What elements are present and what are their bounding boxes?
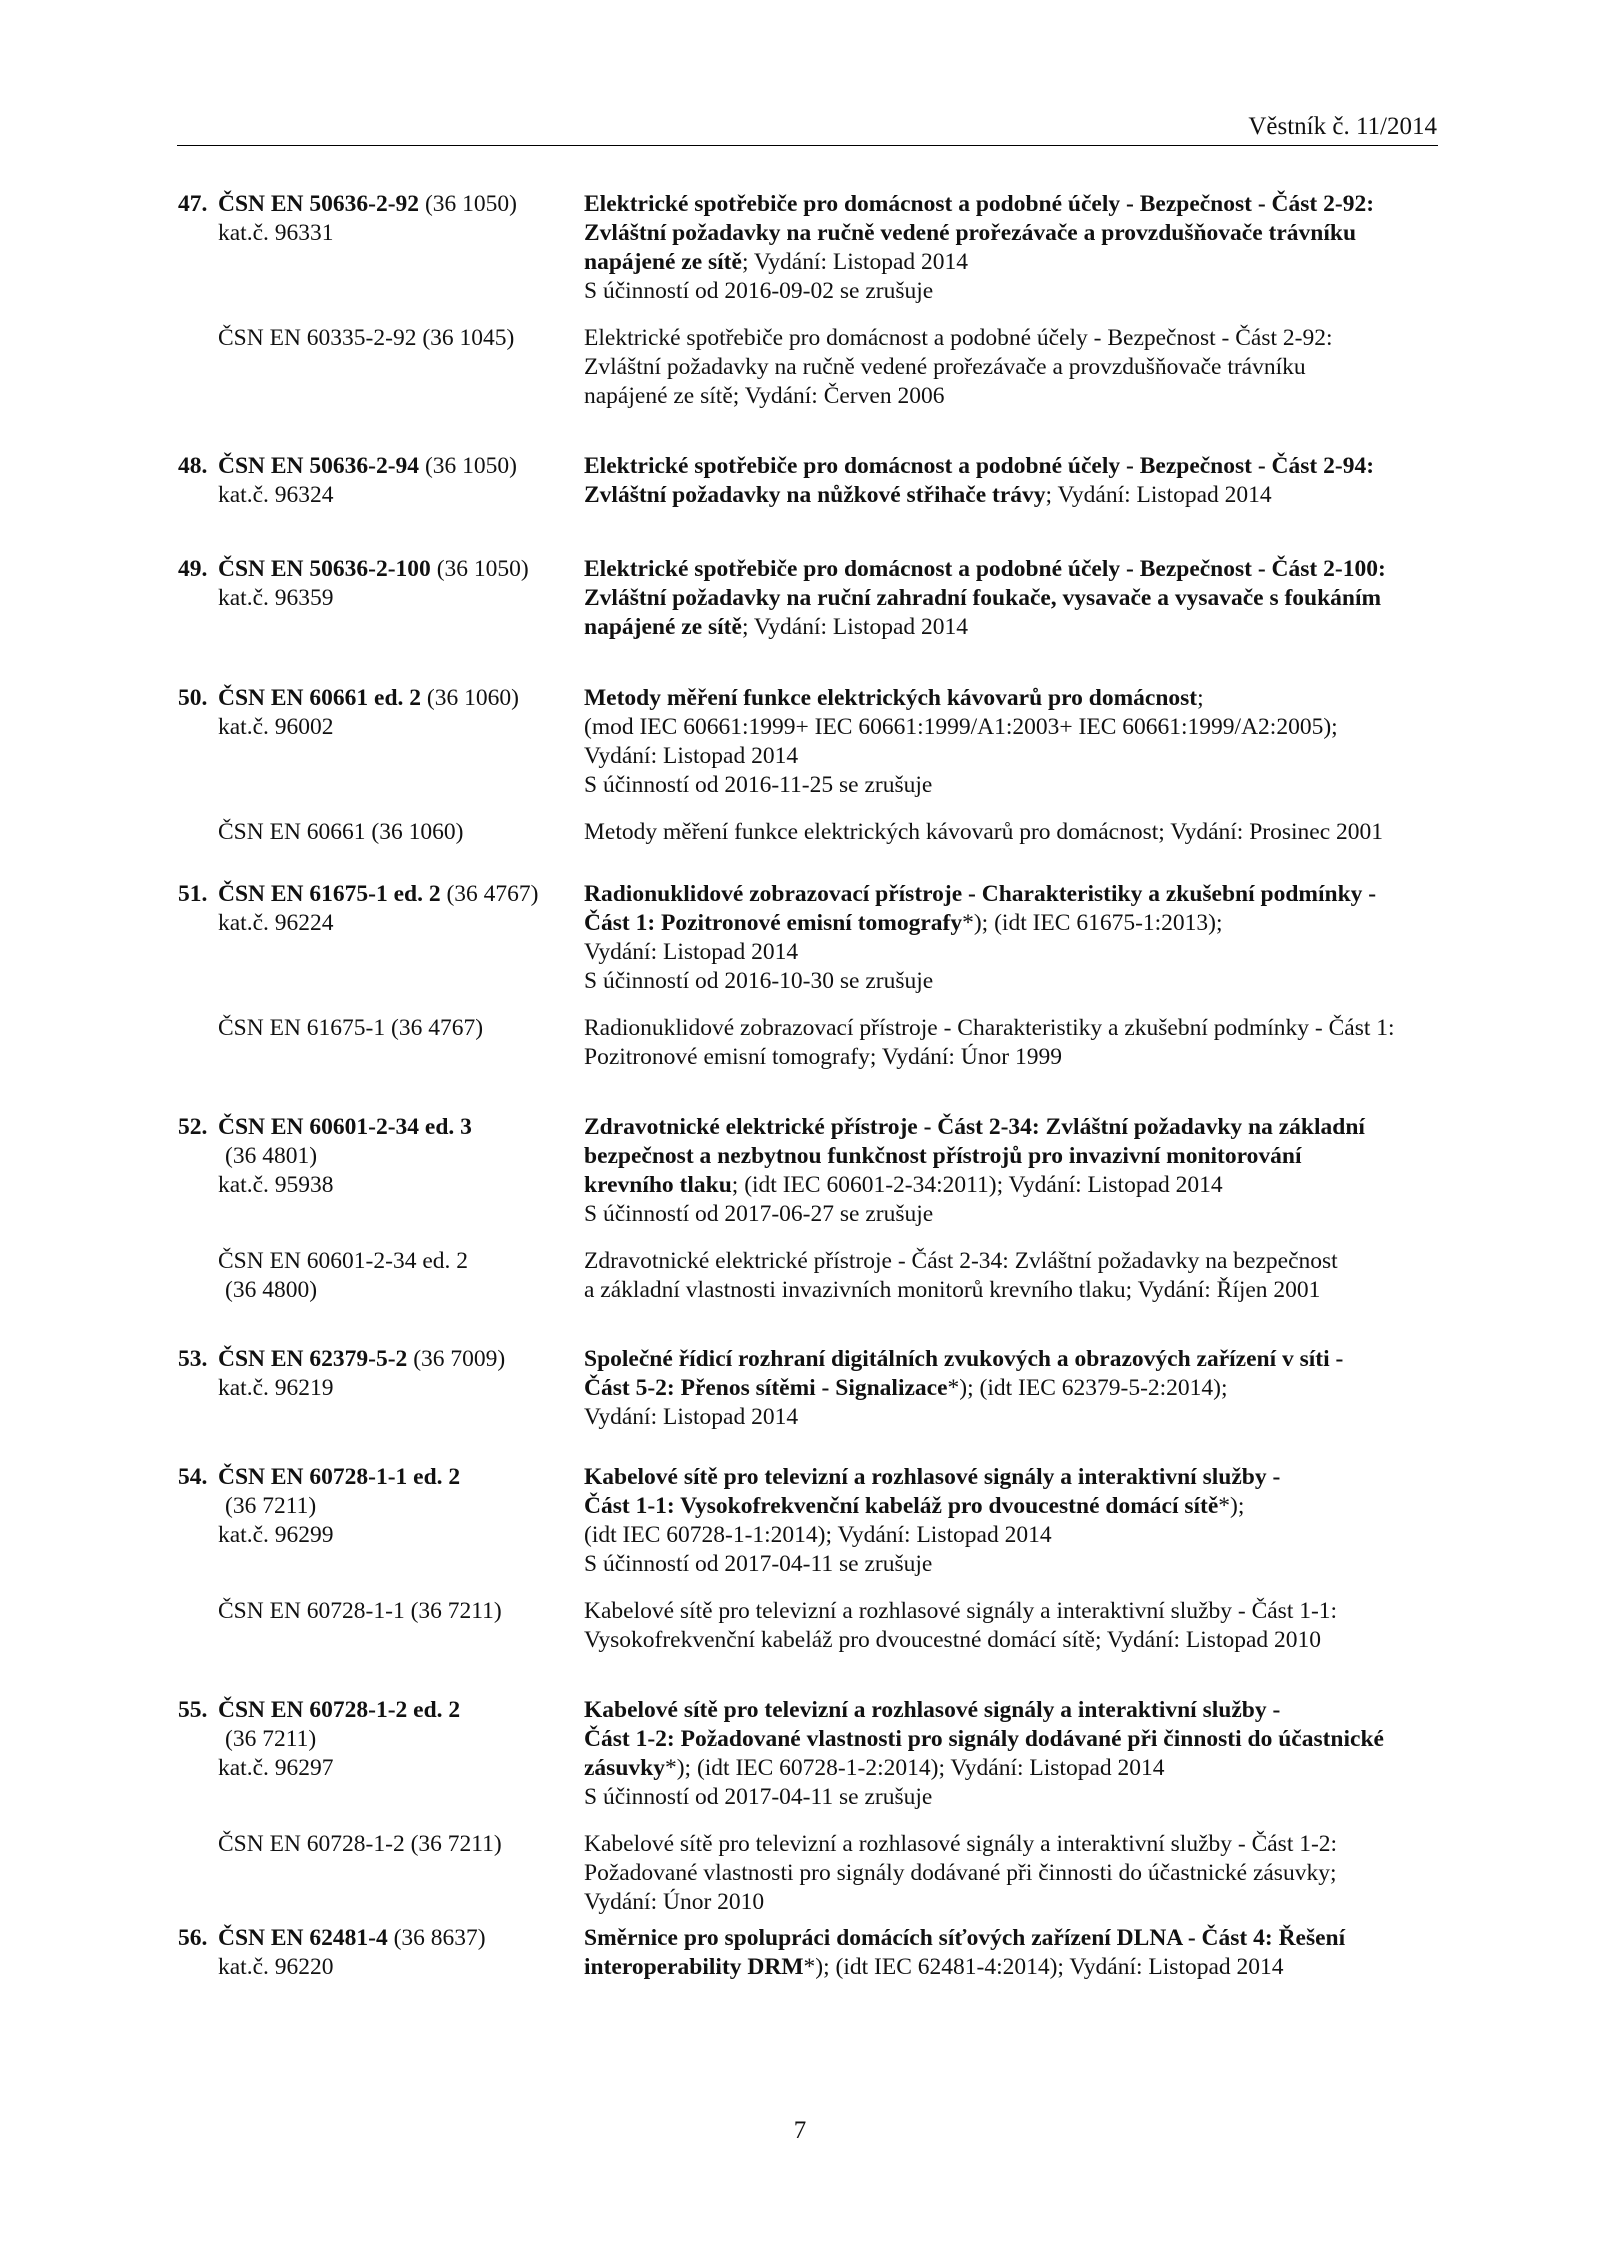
- standard-title: [584, 1345, 1444, 1432]
- title-bold-text: Část 1-2: Požadované vlastnosti pro signály dodávané při činnosti do účastnické: [584, 1726, 1384, 1752]
- classification-code: (36 4801): [225, 1143, 318, 1169]
- replaced-title-line: Elektrické spotřebiče pro domácnost a podobné účely - Bezpečnost - Část 2-92:: [584, 325, 1333, 351]
- title-plain-text: ; Vydání: Listopad 2014: [741, 249, 969, 275]
- title-plain-text: ; (idt IEC 60601-2-34:2011); Vydání: Listopad 2014: [731, 1172, 1223, 1198]
- title-plain-text: (idt IEC 60728-1-1:2014); Vydání: Listopad 2014: [584, 1522, 1052, 1548]
- title-line: [584, 1725, 1444, 1754]
- title-bold-text: Společné řídicí rozhraní digitálních zvukových a obrazových zařízení v síti -: [584, 1346, 1344, 1372]
- title-bold-text: napájené ze sítě: [584, 249, 742, 275]
- entry-number: 48.: [178, 453, 208, 479]
- title-line: [584, 1345, 1444, 1374]
- title-bold-text: Zvláštní požadavky na ruční zahradní foukače, vysavače a vysavače s foukáním: [584, 585, 1382, 611]
- page-number: 7: [793, 2117, 807, 2144]
- standard-number-line: [178, 1924, 568, 1953]
- title-line: [584, 1171, 1444, 1200]
- title-plain-text: Vydání: Listopad 2014: [584, 743, 799, 769]
- title-plain-text: S účinností od 2017-04-11 se zrušuje: [584, 1784, 933, 1810]
- classification-code: (36 7009): [407, 1346, 506, 1372]
- title-plain-text: S účinností od 2016-10-30 se zrušuje: [584, 968, 934, 994]
- entry-number: 54.: [178, 1464, 208, 1490]
- title-line: [584, 219, 1444, 248]
- standard-identifier: [178, 1924, 568, 1982]
- standard-title: [584, 684, 1444, 800]
- title-line: [584, 1953, 1444, 1982]
- replaced-title-line: Kabelové sítě pro televizní a rozhlasové signály a interaktivní služby - Část 1-1:: [584, 1598, 1338, 1624]
- title-plain-text: *); (idt IEC 60728-1-2:2014); Vydání: Listopad 2014: [664, 1755, 1165, 1781]
- replaced-title-line: Vydání: Únor 2010: [584, 1889, 765, 1915]
- title-plain-text: *); (idt IEC 62379-5-2:2014);: [947, 1375, 1228, 1401]
- standard-code: ČSN EN 60728-1-2 ed. 2: [218, 1697, 461, 1723]
- replaced-identifier: [178, 324, 608, 353]
- title-line: [584, 613, 1444, 642]
- entry-number: 55.: [178, 1697, 208, 1723]
- title-line: [584, 1783, 1444, 1812]
- catalog-number: kat.č. 96224: [218, 910, 334, 936]
- replaced-classification-code: (36 4800): [225, 1277, 318, 1303]
- replaced-identifier: [178, 818, 608, 847]
- title-line: [584, 967, 1444, 996]
- replaced-identifier: [178, 1247, 608, 1305]
- replaced-standard-code: ČSN EN 60335-2-92 (36 1045): [218, 325, 515, 351]
- title-bold-text: Zvláštní požadavky na ručně vedené prořezávače a provzdušňovače trávníku: [584, 220, 1357, 246]
- standard-identifier: [178, 190, 568, 248]
- title-plain-text: *); (idt IEC 62481-4:2014); Vydání: Listopad 2014: [803, 1954, 1284, 1980]
- header-divider: [177, 145, 1438, 146]
- standard-number-line: [178, 1696, 568, 1725]
- replaced-standard-code: ČSN EN 61675-1 (36 4767): [218, 1015, 484, 1041]
- standard-number-line: [178, 190, 568, 219]
- catalog-number: kat.č. 96324: [218, 482, 334, 508]
- replaced-standard-code: ČSN EN 60728-1-2 (36 7211): [218, 1831, 502, 1857]
- replaced-title: [584, 1247, 1444, 1305]
- standard-title: [584, 1113, 1444, 1229]
- catalog-number: kat.č. 96002: [218, 714, 334, 740]
- classification-code: (36 1050): [430, 556, 529, 582]
- replaced-standard-code: ČSN EN 60728-1-1 (36 7211): [218, 1598, 502, 1624]
- title-bold-text: Část 1-1: Vysokofrekvenční kabeláž pro dvoucestné domácí sítě: [584, 1493, 1219, 1519]
- title-line: [584, 938, 1444, 967]
- title-bold-text: Směrnice pro spolupráci domácích síťových zařízení DLNA - Část 4: Řešení: [584, 1925, 1346, 1951]
- catalog-number: kat.č. 95938: [218, 1172, 334, 1198]
- standard-code: ČSN EN 62379-5-2: [218, 1346, 408, 1372]
- standard-code: ČSN EN 50636-2-100: [218, 556, 431, 582]
- standard-identifier: [178, 684, 568, 742]
- title-plain-text: (mod IEC 60661:1999+ IEC 60661:1999/A1:2003+ IEC 60661:1999/A2:2005);: [584, 714, 1338, 740]
- standard-number-line: [178, 1345, 568, 1374]
- entry-number: 50.: [178, 685, 208, 711]
- replaced-title: [584, 1597, 1444, 1655]
- title-bold-text: napájené ze sítě: [584, 614, 742, 640]
- title-line: [584, 1403, 1444, 1432]
- replaced-title-line: Zdravotnické elektrické přístroje - Část 2-34: Zvláštní požadavky na bezpečnost: [584, 1248, 1338, 1274]
- title-line: [584, 1492, 1444, 1521]
- title-line: [584, 1521, 1444, 1550]
- standard-code: ČSN EN 60601-2-34 ed. 3: [218, 1114, 472, 1140]
- title-bold-text: interoperability DRM: [584, 1954, 804, 1980]
- entry-number: 49.: [178, 556, 208, 582]
- title-plain-text: S účinností od 2016-11-25 se zrušuje: [584, 772, 933, 798]
- title-bold-text: Část 1: Pozitronové emisní tomografy: [584, 910, 963, 936]
- replaced-standard-code: ČSN EN 60601-2-34 ed. 2: [218, 1248, 468, 1274]
- title-line: [584, 1924, 1444, 1953]
- standard-code: ČSN EN 60661 ed. 2: [218, 685, 422, 711]
- replaced-identifier: [178, 1597, 608, 1626]
- standard-code: ČSN EN 50636-2-94: [218, 453, 420, 479]
- classification-code: (36 7211): [225, 1726, 317, 1752]
- title-line: [584, 584, 1444, 613]
- catalog-number: kat.č. 96297: [218, 1755, 334, 1781]
- title-bold-text: Zvláštní požadavky na nůžkové střihače trávy: [584, 482, 1046, 508]
- replaced-title: [584, 324, 1444, 411]
- title-line: [584, 1142, 1444, 1171]
- standard-title: [584, 1924, 1444, 1982]
- replaced-title-line: a základní vlastnosti invazivních monitorů krevního tlaku; Vydání: Říjen 2001: [584, 1277, 1321, 1303]
- title-plain-text: ;: [1197, 685, 1204, 711]
- standard-identifier: [178, 1463, 568, 1550]
- title-line: [584, 771, 1444, 800]
- standard-number-line: [178, 684, 568, 713]
- bulletin-header-title: Věstník č. 11/2014: [1248, 113, 1437, 140]
- standard-title: [584, 190, 1444, 306]
- title-plain-text: S účinností od 2017-06-27 se zrušuje: [584, 1201, 934, 1227]
- standard-title: [584, 452, 1444, 510]
- title-bold-text: Elektrické spotřebiče pro domácnost a podobné účely - Bezpečnost - Část 2-100:: [584, 556, 1386, 582]
- title-line: [584, 1754, 1444, 1783]
- standard-identifier: [178, 1113, 568, 1200]
- title-line: [584, 277, 1444, 306]
- replaced-title-line: Kabelové sítě pro televizní a rozhlasové signály a interaktivní služby - Část 1-2:: [584, 1831, 1338, 1857]
- standard-identifier: [178, 1696, 568, 1783]
- title-line: [584, 880, 1444, 909]
- standard-code: ČSN EN 50636-2-92: [218, 191, 420, 217]
- standard-identifier: [178, 880, 568, 938]
- title-line: [584, 1696, 1444, 1725]
- replaced-title-line: Požadované vlastnosti pro signály dodávané při činnosti do účastnické zásuvky;: [584, 1860, 1337, 1886]
- title-plain-text: S účinností od 2017-04-11 se zrušuje: [584, 1551, 933, 1577]
- replaced-title: [584, 1830, 1444, 1917]
- title-plain-text: ; Vydání: Listopad 2014: [1045, 482, 1272, 508]
- title-line: [584, 742, 1444, 771]
- title-line: [584, 1200, 1444, 1229]
- title-plain-text: Vydání: Listopad 2014: [584, 939, 799, 965]
- title-plain-text: *); (idt IEC 61675-1:2013);: [962, 910, 1223, 936]
- standard-title: [584, 880, 1444, 996]
- title-line: [584, 684, 1444, 713]
- title-bold-text: Radionuklidové zobrazovací přístroje - Charakteristiky a zkušební podmínky -: [584, 881, 1377, 907]
- title-plain-text: S účinností od 2016-09-02 se zrušuje: [584, 278, 934, 304]
- title-line: [584, 1374, 1444, 1403]
- standard-number-line: [178, 1113, 568, 1142]
- classification-code: (36 1060): [421, 685, 519, 711]
- title-bold-text: bezpečnost a nezbytnou funkčnost přístrojů pro invazivní monitorování: [584, 1143, 1302, 1169]
- title-line: [584, 1550, 1444, 1579]
- standard-number-line: [178, 880, 568, 909]
- standard-code: ČSN EN 61675-1 ed. 2: [218, 881, 441, 907]
- title-line: [584, 481, 1444, 510]
- replaced-title-line: Vysokofrekvenční kabeláž pro dvoucestné domácí sítě; Vydání: Listopad 2010: [584, 1627, 1322, 1653]
- catalog-number: kat.č. 96331: [218, 220, 334, 246]
- entry-number: 56.: [178, 1925, 208, 1951]
- title-bold-text: krevního tlaku: [584, 1172, 732, 1198]
- title-plain-text: Vydání: Listopad 2014: [584, 1404, 799, 1430]
- title-line: [584, 190, 1444, 219]
- catalog-number: kat.č. 96299: [218, 1522, 334, 1548]
- title-bold-text: Část 5-2: Přenos sítěmi - Signalizace: [584, 1375, 948, 1401]
- replaced-standard-code: ČSN EN 60661 (36 1060): [218, 819, 464, 845]
- title-bold-text: Zdravotnické elektrické přístroje - Část 2-34: Zvláštní požadavky na základní: [584, 1114, 1365, 1140]
- replaced-title: [584, 1014, 1444, 1072]
- entry-number: 51.: [178, 881, 208, 907]
- title-line: [584, 555, 1444, 584]
- title-bold-text: Kabelové sítě pro televizní a rozhlasové signály a interaktivní služby -: [584, 1697, 1281, 1723]
- replaced-title-line: Metody měření funkce elektrických kávovarů pro domácnost; Vydání: Prosinec 2001: [584, 819, 1384, 845]
- entry-number: 53.: [178, 1346, 208, 1372]
- replaced-identifier: [178, 1830, 608, 1859]
- title-line: [584, 909, 1444, 938]
- replaced-title: [584, 818, 1444, 847]
- standard-code: ČSN EN 62481-4: [218, 1925, 388, 1951]
- standard-identifier: [178, 1345, 568, 1403]
- entry-number: 52.: [178, 1114, 208, 1140]
- title-bold-text: Kabelové sítě pro televizní a rozhlasové signály a interaktivní služby -: [584, 1464, 1281, 1490]
- classification-code: (36 1050): [419, 453, 517, 479]
- standard-number-line: [178, 555, 568, 584]
- title-plain-text: ; Vydání: Listopad 2014: [741, 614, 969, 640]
- catalog-number: kat.č. 96219: [218, 1375, 334, 1401]
- standard-title: [584, 1463, 1444, 1579]
- classification-code: (36 8637): [387, 1925, 486, 1951]
- replaced-title-line: Zvláštní požadavky na ručně vedené prořezávače a provzdušňovače trávníku: [584, 354, 1306, 380]
- title-bold-text: zásuvky: [584, 1755, 665, 1781]
- title-line: [584, 713, 1444, 742]
- replaced-title-line: napájené ze sítě; Vydání: Červen 2006: [584, 383, 945, 409]
- classification-code: (36 4767): [440, 881, 539, 907]
- standard-identifier: [178, 452, 568, 510]
- title-plain-text: *);: [1218, 1493, 1245, 1519]
- catalog-number: kat.č. 96359: [218, 585, 334, 611]
- classification-code: (36 1050): [419, 191, 517, 217]
- replaced-title-line: Radionuklidové zobrazovací přístroje - Charakteristiky a zkušební podmínky - Část 1:: [584, 1015, 1395, 1041]
- title-line: [584, 248, 1444, 277]
- standard-title: [584, 555, 1444, 642]
- standard-number-line: [178, 452, 568, 481]
- title-line: [584, 1113, 1444, 1142]
- catalog-number: kat.č. 96220: [218, 1954, 334, 1980]
- standard-code: ČSN EN 60728-1-1 ed. 2: [218, 1464, 461, 1490]
- title-line: [584, 1463, 1444, 1492]
- standard-number-line: [178, 1463, 568, 1492]
- title-bold-text: Metody měření funkce elektrických kávovarů pro domácnost: [584, 685, 1198, 711]
- standard-title: [584, 1696, 1444, 1812]
- classification-code: (36 7211): [225, 1493, 317, 1519]
- replaced-identifier: [178, 1014, 608, 1043]
- title-bold-text: Elektrické spotřebiče pro domácnost a podobné účely - Bezpečnost - Část 2-94:: [584, 453, 1375, 479]
- entry-number: 47.: [178, 191, 208, 217]
- replaced-title-line: Pozitronové emisní tomografy; Vydání: Únor 1999: [584, 1044, 1062, 1070]
- title-bold-text: Elektrické spotřebiče pro domácnost a podobné účely - Bezpečnost - Část 2-92:: [584, 191, 1375, 217]
- title-line: [584, 452, 1444, 481]
- standard-identifier: [178, 555, 568, 613]
